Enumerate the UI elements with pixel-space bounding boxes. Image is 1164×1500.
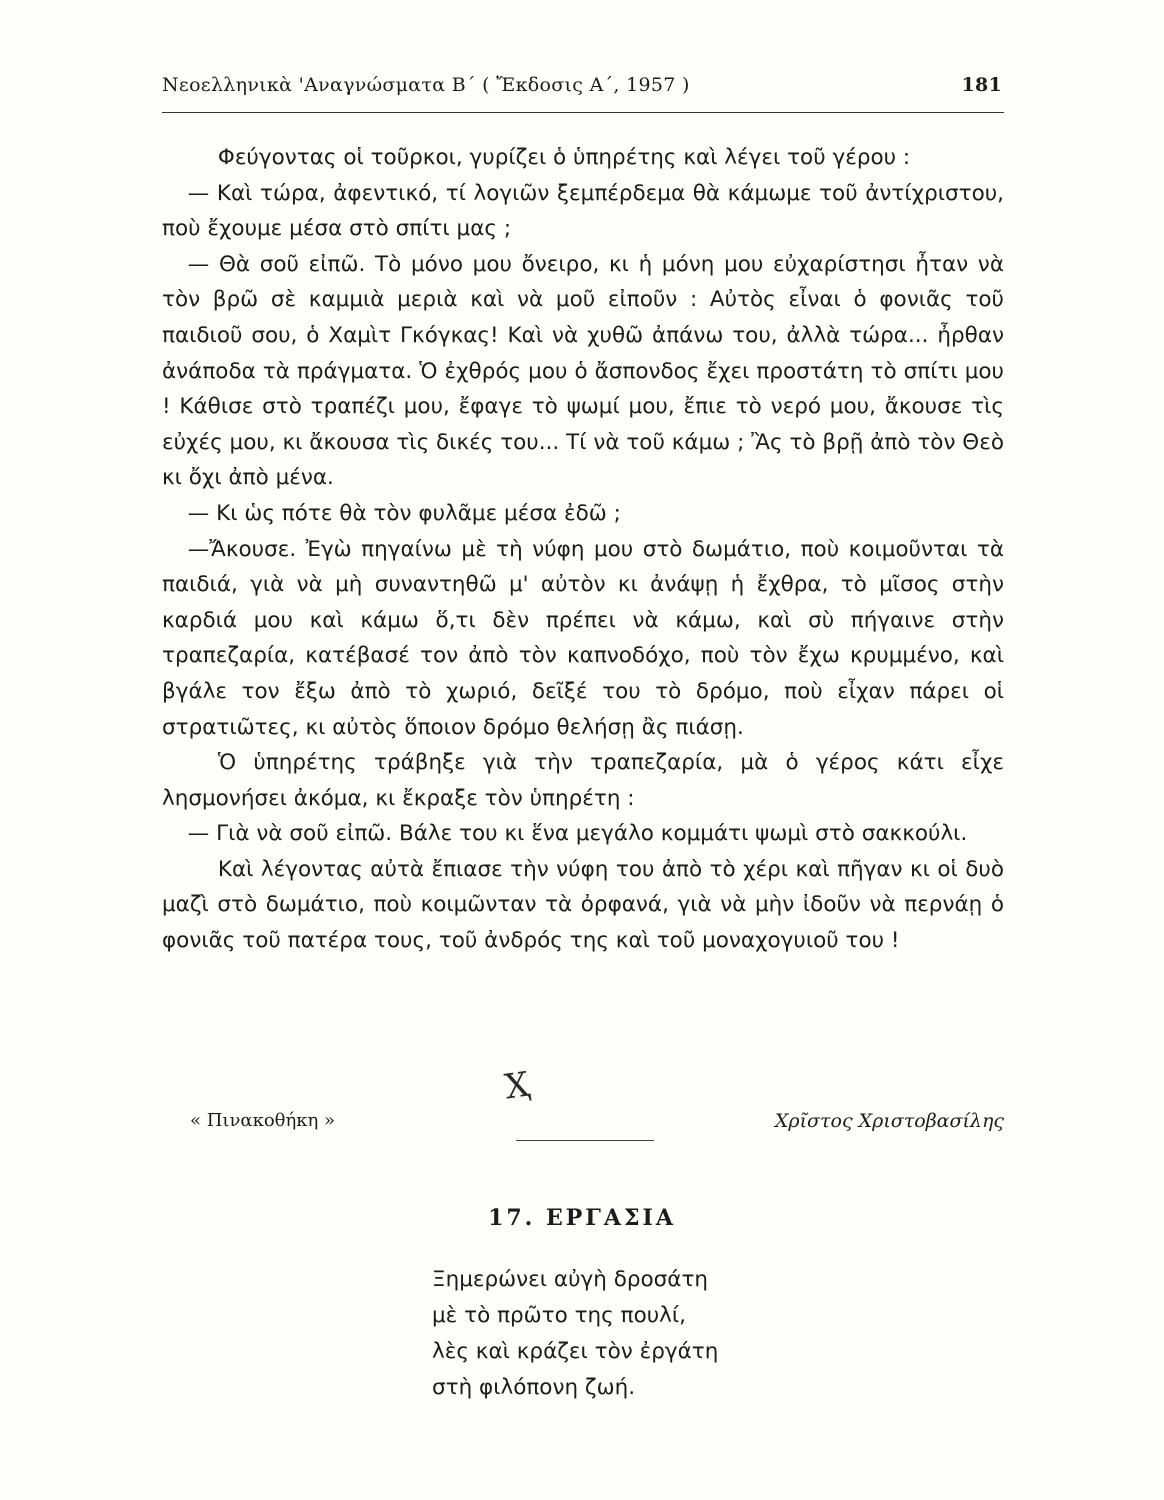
header-rule bbox=[162, 112, 1004, 113]
poem-line: στὴ φιλόπονη ζωή. bbox=[432, 1375, 636, 1400]
author-name: Χρῖστος Χριστοβασίλης bbox=[774, 1110, 1004, 1132]
poem-line: λὲς καὶ κράζει τὸν ἐργάτη bbox=[432, 1339, 719, 1364]
poem-line: μὲ τὸ πρῶτο της πουλί, bbox=[432, 1303, 686, 1328]
paragraph: Καὶ λέγοντας αὐτὰ ἔπιασε τὴν νύφη του ἀπὸ τὸ χέρι καὶ πῆγαν κι οἱ δυὸ μαζὶ στὸ δωμάτιο, ποὺ κοιμῶνταν τὰ ὀρφανά, γιὰ νὰ μὴν ἰδοῦν νὰ περνάῃ ὁ φονιᾶς τοῦ πατέρα τους, τοῦ ἀνδρός της καὶ τοῦ μοναχογυιοῦ του ! bbox=[162, 856, 1004, 954]
paragraph: — Γιὰ νὰ σοῦ εἰπῶ. Βάλε του κι ἕνα μεγάλο κομμάτι ψωμὶ στὸ σακκούλι. bbox=[187, 821, 968, 847]
page-header bbox=[162, 74, 1004, 106]
paragraph: Ὁ ὑπηρέτης τράβηξε γιὰ τὴν τραπεζαρία, μὰ ὁ γέρος κάτι εἶχε λησμονήσει ἀκόμα, κι ἔκραξε τὸν ὑπηρέτη : bbox=[162, 750, 1004, 811]
poem bbox=[432, 1262, 718, 1406]
poem-line: Ξημερώνει αὐγὴ δροσάτη bbox=[432, 1267, 709, 1292]
page-number: 181 bbox=[961, 74, 1002, 96]
section-heading: 17. ΕΡΓΑΣΙΑ bbox=[488, 1205, 676, 1231]
paragraph: — Θὰ σοῦ εἰπῶ. Τὸ μόνο μου ὄνειρο, κι ἡ μόνη μου εὐχαρίστησι ἦταν νὰ τὸν βρῶ σὲ καμμιὰ μεριὰ καὶ νὰ μοῦ εἰποῦν : Αὐτὸς εἶναι ὁ φονιᾶς τοῦ παιδιοῦ σου, ὁ Χαμὶτ Γκόγκας! Καὶ νὰ χυθῶ ἀπάνω του, ἀλλὰ τώρα... ἦρθαν ἀνάποδα τὰ πράγματα. Ὁ ἐχθρός μου ὁ ἄσπονδος ἔχει προστάτη τὸ σπίτι μου ! Κάθισε στὸ τραπέζι μου, ἔφαγε τὸ ψωμί μου, ἔπιε τὸ νερό μου, ἄκουσε τὶς εὐχές μου, κι ἄκουσα τὶς δικές του... Τί νὰ τοῦ κάμω ; Ἂς τὸ βρῇ ἀπὸ τὸν Θεὸ κι ὄχι ἀπὸ μένα. bbox=[162, 251, 1004, 491]
paragraph: —Ἄκουσε. Ἐγὼ πηγαίνω μὲ τὴ νύφη μου στὸ δωμάτιο, ποὺ κοιμοῦνται τὰ παιδιά, γιὰ νὰ μὴ συναντηθῶ μ' αὐτὸν κι ἀνάψῃ ἡ ἔχθρα, τὸ μῖσος στὴν καρδιά μου καὶ κάμω ὅ,τι δὲν πρέπει νὰ κάμω, καὶ σὺ πήγαινε στὴν τραπεζαρία, κατέβασέ τον ἀπὸ τὸν καπνοδόχο, ποὺ τὸν ἔχω κρυμμένο, καὶ βγάλε τον ἔξω ἀπὸ τὸ χωριό, δεῖξέ του τὸ δρόμο, ποὺ εἶχαν πάρει οἱ στρατιῶτες, κι αὐτὸς ὅποιον δρόμο θελήσῃ ἂς πιάσῃ. bbox=[162, 536, 1004, 740]
paragraph: Φεύγοντας οἱ τοῦρκοι, γυρίζει ὁ ὑπηρέτης καὶ λέγει τοῦ γέρου : bbox=[217, 145, 911, 170]
handwritten-mark: Ҳ bbox=[502, 1064, 532, 1108]
separator-rule bbox=[516, 1140, 654, 1141]
paragraph: — Καὶ τώρα, ἀφεντικό, τί λογιῶν ξεμπέρδεμα θὰ κάμωμε τοῦ ἀντίχριστου, ποὺ ἔχουμε μέσα στὸ σπίτι μας ; bbox=[162, 180, 1004, 242]
prose-body bbox=[162, 140, 1004, 959]
running-head: Νεοελληνικὰ 'Αναγνώσματα Β΄ ( Ἔκδοσις Α΄, 1957 ) bbox=[162, 74, 690, 96]
paragraph: — Κι ὡς πότε θὰ τὸν φυλᾶμε μέσα ἐδῶ ; bbox=[187, 500, 621, 526]
source-citation: « Πινακοθήκη » bbox=[190, 1110, 336, 1131]
